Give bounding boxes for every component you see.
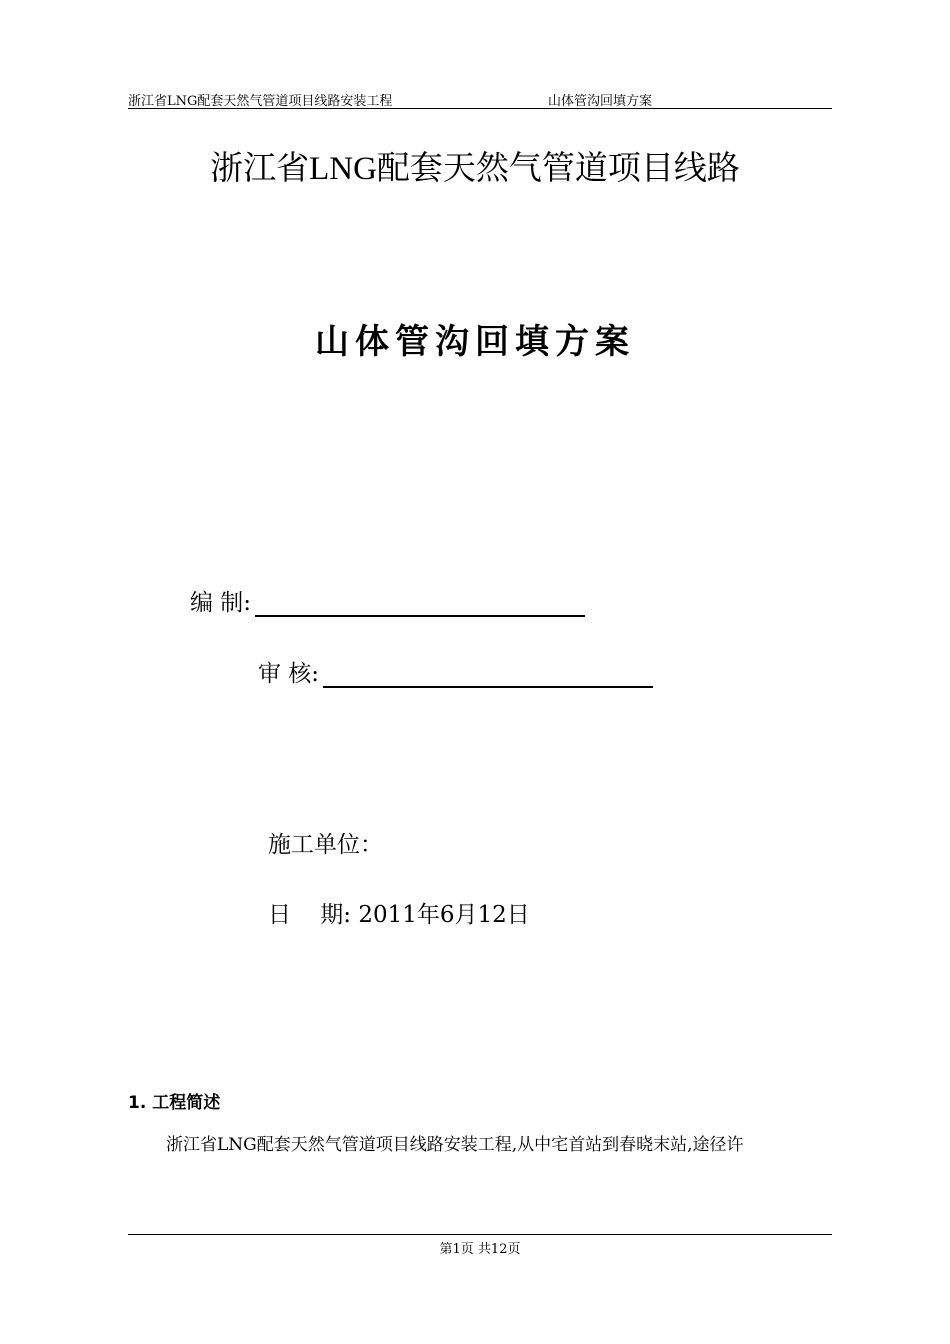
header-document-name: 山体管沟回填方案 xyxy=(548,94,653,109)
date-value: 2011年6月12日 xyxy=(358,902,530,928)
compiled-by-label: 编 制: xyxy=(190,590,252,616)
page-number: 第1页 共12页 xyxy=(439,1242,521,1257)
page-footer xyxy=(128,1234,832,1257)
date-label: 日 期: xyxy=(268,902,351,928)
plan-title: 山体管沟回填方案 xyxy=(315,322,635,362)
reviewed-by-label: 审 核: xyxy=(258,661,320,687)
compiled-by-signature-line[interactable] xyxy=(255,593,585,617)
document-title: 浙江省LNG配套天然气管道项目线路 xyxy=(210,151,740,187)
section-heading: 1. 工程简述 xyxy=(128,1093,221,1113)
compiled-by-row xyxy=(190,584,585,617)
reviewed-by-signature-line[interactable] xyxy=(323,664,653,688)
construction-unit-label: 施工单位： xyxy=(268,832,383,858)
body-paragraph: 浙江省LNG配套天然气管道项目线路安装工程,从中宅首站到春晓末站,途径许 xyxy=(166,1135,744,1155)
header-project-name: 浙江省LNG配套天然气管道项目线路安装工程 xyxy=(128,94,393,109)
reviewed-by-row xyxy=(258,655,653,688)
page-header xyxy=(128,90,832,109)
date-row xyxy=(268,896,530,929)
